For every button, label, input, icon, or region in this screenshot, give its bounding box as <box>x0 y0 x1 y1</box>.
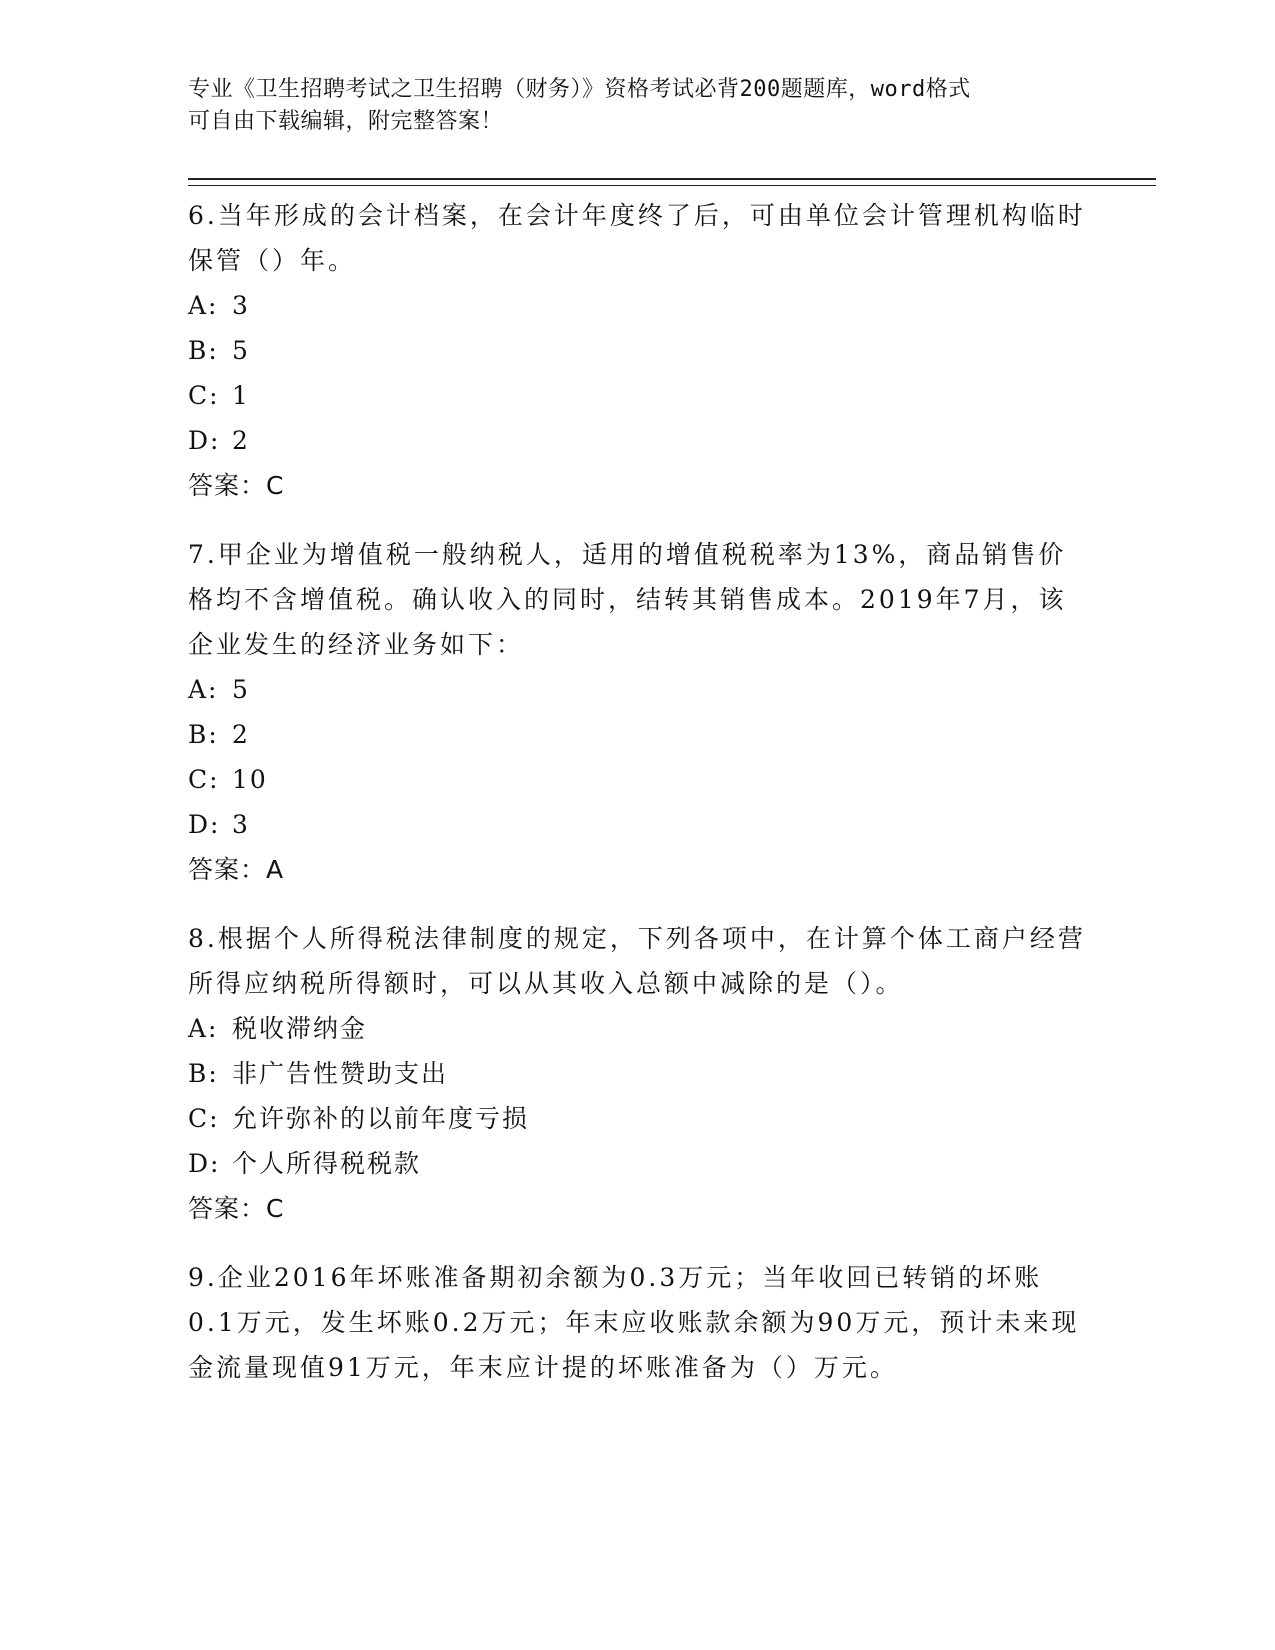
question-8 <box>188 916 1088 1231</box>
option-b <box>188 712 1088 757</box>
option-a <box>188 283 1088 328</box>
option-value: 允许弥补的以前年度亏损 <box>232 1104 530 1133</box>
option-value: 个人所得税税款 <box>232 1149 422 1178</box>
header-divider <box>188 178 1156 186</box>
option-label: D: <box>188 1149 221 1178</box>
option-b <box>188 328 1088 373</box>
answer-text: 答案：C <box>188 471 285 500</box>
question-6 <box>188 193 1088 508</box>
option-d <box>188 1141 1088 1186</box>
option-value: 非广告性赞助支出 <box>232 1059 449 1088</box>
header-line-2: 可自由下载编辑，附完整答案！ <box>188 109 504 134</box>
option-value: 税收滞纳金 <box>232 1014 368 1043</box>
answer-text: 答案：C <box>188 1194 285 1223</box>
option-label: B: <box>188 720 219 749</box>
option-c <box>188 1096 1088 1141</box>
option-value: 3 <box>232 810 250 839</box>
option-c <box>188 373 1088 418</box>
question-text: 7.甲企业为增值税一般纳税人，适用的增值税税率为13%，商品销售价格均不含增值税。确认收入的同时，结转其销售成本。2019年7月，该企业发生的经济业务如下： <box>188 540 1067 659</box>
option-value: 10 <box>232 765 268 794</box>
option-a <box>188 1006 1088 1051</box>
option-value: 3 <box>232 291 250 320</box>
document-header <box>188 74 1068 138</box>
option-label: A: <box>188 675 219 704</box>
option-label: D: <box>188 810 221 839</box>
option-c <box>188 757 1088 802</box>
option-value: 2 <box>232 720 250 749</box>
question-text: 8.根据个人所得税法律制度的规定，下列各项中，在计算个体工商户经营所得应纳税所得额时，可以从其收入总额中减除的是（）。 <box>188 924 1086 998</box>
option-label: A: <box>188 1014 219 1043</box>
option-label: B: <box>188 336 219 365</box>
option-value: 5 <box>232 336 250 365</box>
option-d <box>188 802 1088 847</box>
option-label: C: <box>188 765 220 794</box>
question-9 <box>188 1255 1088 1390</box>
option-label: C: <box>188 381 220 410</box>
option-value: 2 <box>232 426 250 455</box>
option-value: 1 <box>232 381 250 410</box>
option-b <box>188 1051 1088 1096</box>
question-text: 6.当年形成的会计档案，在会计年度终了后，可由单位会计管理机构临时保管（）年。 <box>188 201 1086 275</box>
option-a <box>188 667 1088 712</box>
question-7 <box>188 532 1088 892</box>
header-line-1: 专业《卫生招聘考试之卫生招聘（财务）》资格考试必背200题题库，word格式 <box>188 77 971 102</box>
answer-text: 答案：A <box>188 855 285 884</box>
option-label: D: <box>188 426 221 455</box>
option-label: A: <box>188 291 219 320</box>
option-label: C: <box>188 1104 220 1133</box>
option-d <box>188 418 1088 463</box>
option-label: B: <box>188 1059 219 1088</box>
option-value: 5 <box>232 675 250 704</box>
question-list <box>188 193 1088 1414</box>
question-text: 9.企业2016年坏账准备期初余额为0.3万元；当年收回已转销的坏账0.1万元，发生坏账0.2万元；年末应收账款余额为90万元，预计未来现金流量现值91万元，年末应计提的坏账准备为（）万元。 <box>188 1263 1080 1382</box>
